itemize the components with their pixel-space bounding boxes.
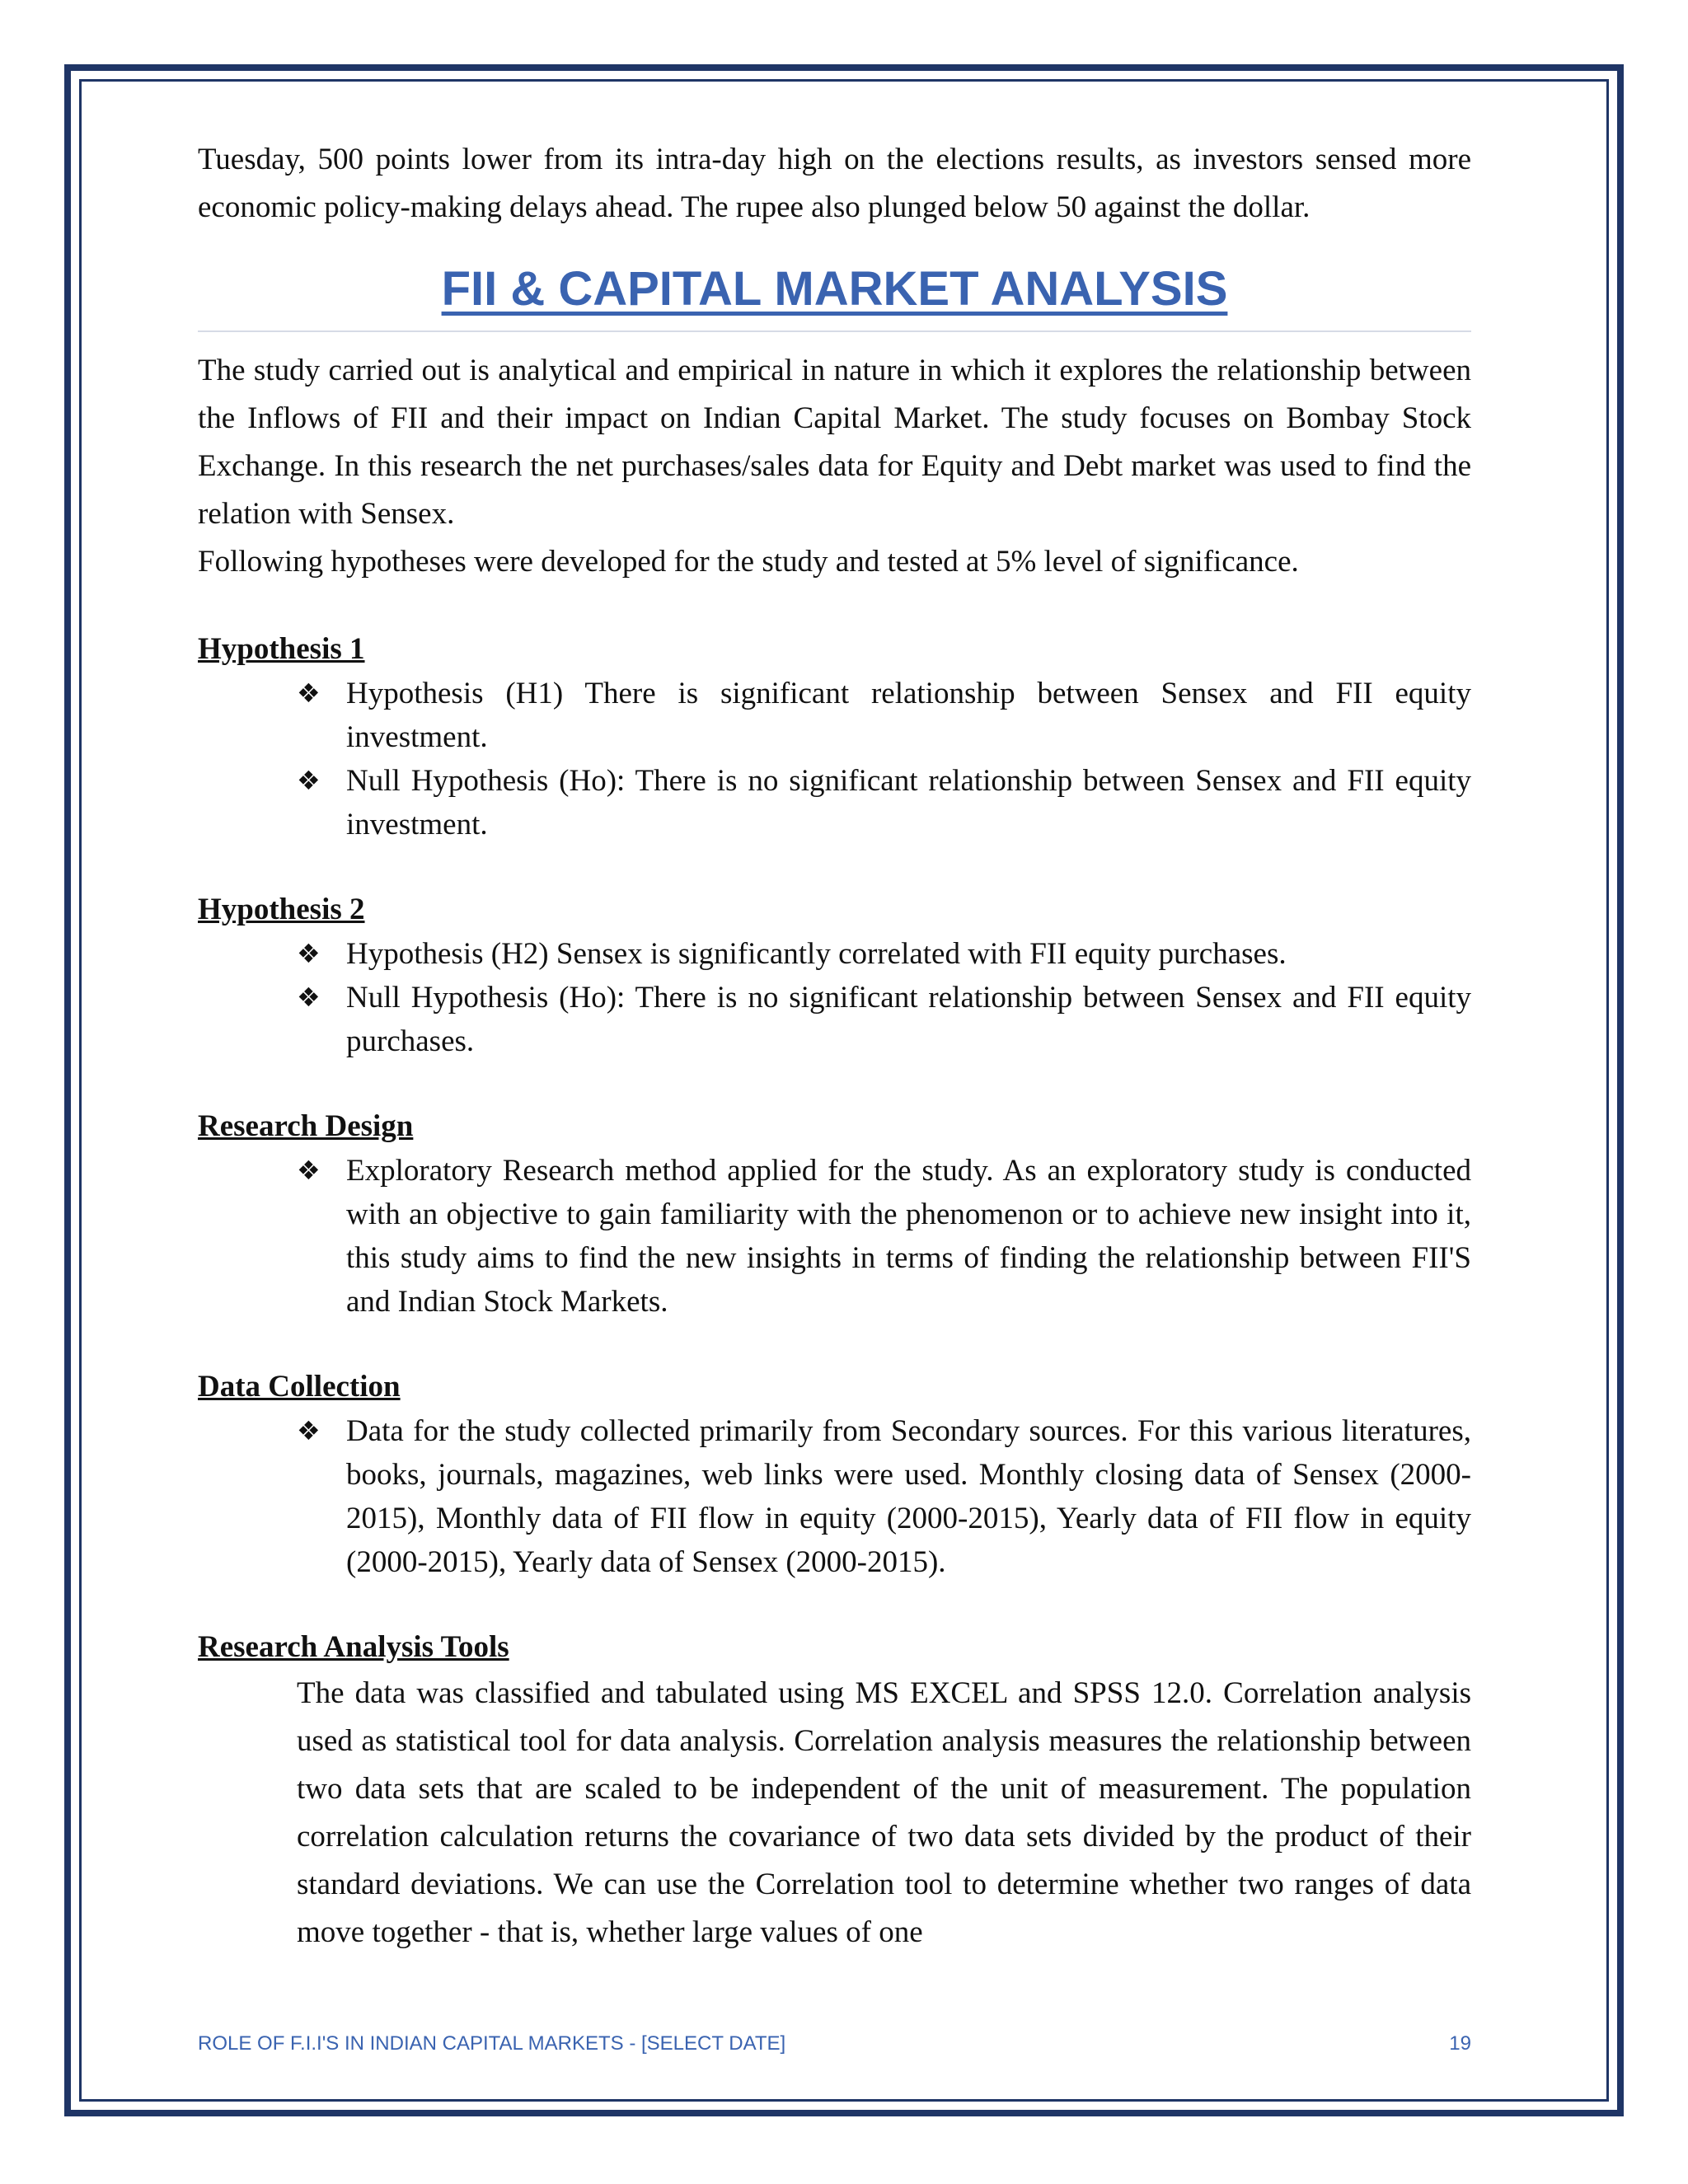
study-paragraph: The study carried out is analytical and empirical in nature in which it explores the relationship between the Inflows of FII and their impact on Indian Capital Market. The study focuses on Bombay Stock Exchange. In this research the net purchases/sales data for Equity and Debt market was used to find the relation with Sensex. [198,354,1471,531]
diamond-bullet-icon: ❖ [297,982,321,1013]
page-number: 19 [1449,2032,1471,2055]
analysis-tools-paragraph: The data was classified and tabulated using MS EXCEL and SPSS 12.0. Correlation analysis used as statistical tool for data analysis. Correlation analysis measures the relationship between two data sets that are scaled to be independent of the unit of measurement. The population correlation calculation returns the covariance of two data sets divided by the product of their standard deviations. We can use the Correlation tool to determine whether two ranges of data move together - that is, whether large values of one [297,1676,1471,1949]
list-item: ❖ Data for the study collected primarily from Secondary sources. For this various literatures, books, journals, magazines, web links were used. Monthly closing data of Sensex (2000-2015), Monthly data of FII flow in equity (2000-2015), Yearly data of FII flow in equity (2000-2015), Yearly data of Sensex (2000-2015). [198,1409,1471,1584]
hypothesis-1-list [198,672,1471,846]
diamond-bullet-icon: ❖ [297,1155,321,1186]
research-design-list [198,1149,1471,1324]
diamond-bullet-icon: ❖ [297,938,321,969]
hypothesis-1-heading: Hypothesis 1 [198,632,365,666]
intro-paragraph: Tuesday, 500 points lower from its intra-day high on the elections results, as investors sensed more economic policy-making delays ahead. The rupee also plunged below 50 against the dollar. [198,143,1471,224]
footer-title: ROLE OF F.I.I'S IN INDIAN CAPITAL MARKETS - [SELECT DATE] [198,2032,786,2055]
diamond-bullet-icon: ❖ [297,765,321,796]
diamond-bullet-icon: ❖ [297,677,321,709]
data-collection-list [198,1409,1471,1584]
hypotheses-intro: Following hypotheses were developed for the study and tested at 5% level of significance. [198,545,1299,579]
research-design-heading: Research Design [198,1109,414,1143]
analysis-tools-heading: Research Analysis Tools [198,1630,509,1664]
hypothesis-2-list [198,932,1471,1063]
diamond-bullet-icon: ❖ [297,1415,321,1446]
list-item: ❖ Null Hypothesis (Ho): There is no significant relationship between Sensex and FII equity purchases. [198,976,1471,1063]
hypothesis-2-heading: Hypothesis 2 [198,893,365,926]
list-item: ❖ Null Hypothesis (Ho): There is no significant relationship between Sensex and FII equity investment. [198,759,1471,846]
section-title: FII & CAPITAL MARKET ANALYSIS [441,262,1228,316]
list-item: ❖ Exploratory Research method applied for the study. As an exploratory study is conducted with an objective to gain familiarity with the phenomenon or to achieve new insight into it, this study aims to find the new insights in terms of finding the relationship between FII'S and Indian Stock Markets. [198,1149,1471,1324]
title-divider [198,330,1471,332]
list-item: ❖ Hypothesis (H1) There is significant relationship between Sensex and FII equity investment. [198,672,1471,759]
list-item: ❖ Hypothesis (H2) Sensex is significantly correlated with FII equity purchases. [198,932,1471,976]
page-content [198,136,1471,1957]
page-footer [198,2032,1471,2055]
data-collection-heading: Data Collection [198,1370,401,1404]
